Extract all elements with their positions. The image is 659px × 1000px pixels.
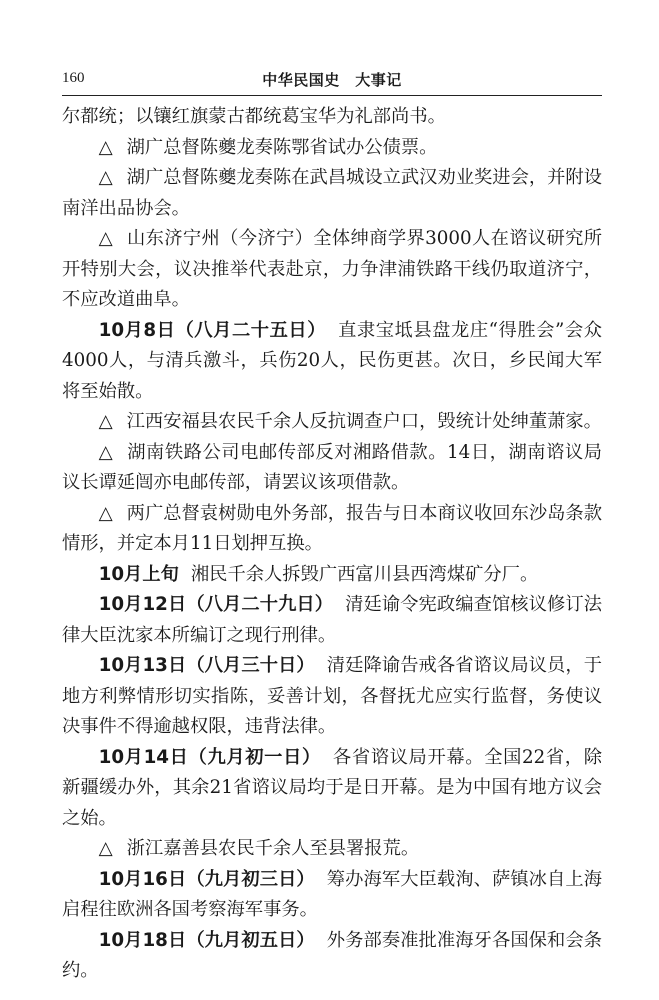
paragraph-entry: [62, 407, 602, 438]
page-header: [62, 66, 602, 92]
paragraph-text: 江西安福县农民千余人反抗调查户口，毁统计处绅董萧家。: [126, 411, 602, 432]
entry-date: 10月12日（八月二十九日）: [98, 594, 334, 615]
paragraph-text: 外务部奏准批准海牙各国保和会条约。: [62, 929, 603, 981]
dated-entry: [62, 926, 602, 987]
paragraph-text: 尔都统；以镶红旗蒙古都统葛宝华为礼部尚书。: [62, 106, 446, 127]
paragraph-entry: [62, 224, 602, 316]
triangle-marker: △: [98, 136, 113, 158]
dated-entry: [62, 316, 602, 408]
dated-entry: [62, 560, 602, 591]
entry-date: 10月上旬: [98, 563, 179, 585]
header-rule: [62, 95, 602, 96]
paragraph-text: 山东济宁州（今济宁）全体绅商学界3000人在谘议研究所开特别大会，议决推举代表赴京，力争津浦铁路干线仍取道济宁，不应改道曲阜。: [62, 228, 603, 310]
dated-entry: [62, 743, 602, 835]
document-body: [62, 102, 602, 987]
paragraph-text: 湖广总督陈夔龙奏陈鄂省试办公债票。: [126, 136, 438, 158]
paragraph-text: 湘民千余人拆毁广西富川县西湾煤矿分厂。: [190, 563, 539, 585]
triangle-marker: △: [98, 502, 113, 524]
entry-date: 10月13日（八月三十日）: [98, 655, 315, 676]
paragraph-entry: [62, 133, 602, 164]
dated-entry: [62, 865, 602, 926]
triangle-marker: △: [98, 167, 113, 188]
paragraph-text: 清廷谕令宪政编查馆核议修订法律大臣沈家本所编订之现行刑律。: [62, 594, 602, 646]
paragraph-text: 两广总督袁树勋电外务部，报告与日本商议收回东沙岛条款情形，并定本月11日划押互换。: [62, 502, 602, 554]
paragraph-text: 直隶宝坻县盘龙庄“得胜会”会众4000人，与清兵激斗，兵伤20人，民伤更甚。次日，乡民闻大军将至始散。: [62, 319, 602, 402]
dated-entry: [62, 590, 602, 651]
paragraph-entry: [62, 438, 602, 499]
paragraph-text: 浙江嘉善县农民千余人至县署报荒。: [126, 838, 420, 859]
paragraph-text: 湖广总督陈夔龙奏陈在武昌城设立武汉劝业奖进会，并附设南洋出品协会。: [62, 167, 602, 219]
dated-entry: [62, 651, 602, 743]
paragraph-entry: [62, 163, 602, 224]
paragraph-entry: [62, 499, 602, 560]
paragraph-continuation: [62, 102, 602, 133]
entry-date: 10月16日（九月初三日）: [98, 868, 315, 890]
paragraph-text: 筹办海军大臣载洵、萨镇冰自上海启程往欧洲各国考察海军事务。: [62, 868, 603, 920]
paragraph-text: 湖南铁路公司电邮传部反对湘路借款。14日，湖南谘议局议长谭延闿亦电邮传部，请罢议该项借款。: [62, 441, 602, 493]
paragraph-text: 清廷降谕告戒各省谘议局议员，于地方利弊情形切实指陈，妥善计划，各督抚尤应实行监督，务使议决事件不得逾越权限，违背法律。: [62, 655, 603, 737]
triangle-marker: △: [98, 838, 113, 859]
page-number: 160: [62, 70, 85, 86]
running-title: 中华民国史 大事记: [262, 71, 402, 89]
paragraph-entry: [62, 834, 602, 865]
triangle-marker: △: [98, 441, 114, 463]
paragraph-text: 各省谘议局开幕。全国22省，除新疆缓办外，其余21省谘议局均于是日开幕。是为中国有地方议会之始。: [62, 746, 602, 829]
triangle-marker: △: [98, 411, 113, 432]
entry-date: 10月18日（九月初五日）: [98, 929, 315, 951]
entry-date: 10月14日（九月初一日）: [98, 746, 321, 768]
entry-date: 10月8日（八月二十五日）: [98, 319, 327, 341]
triangle-marker: △: [98, 228, 114, 249]
